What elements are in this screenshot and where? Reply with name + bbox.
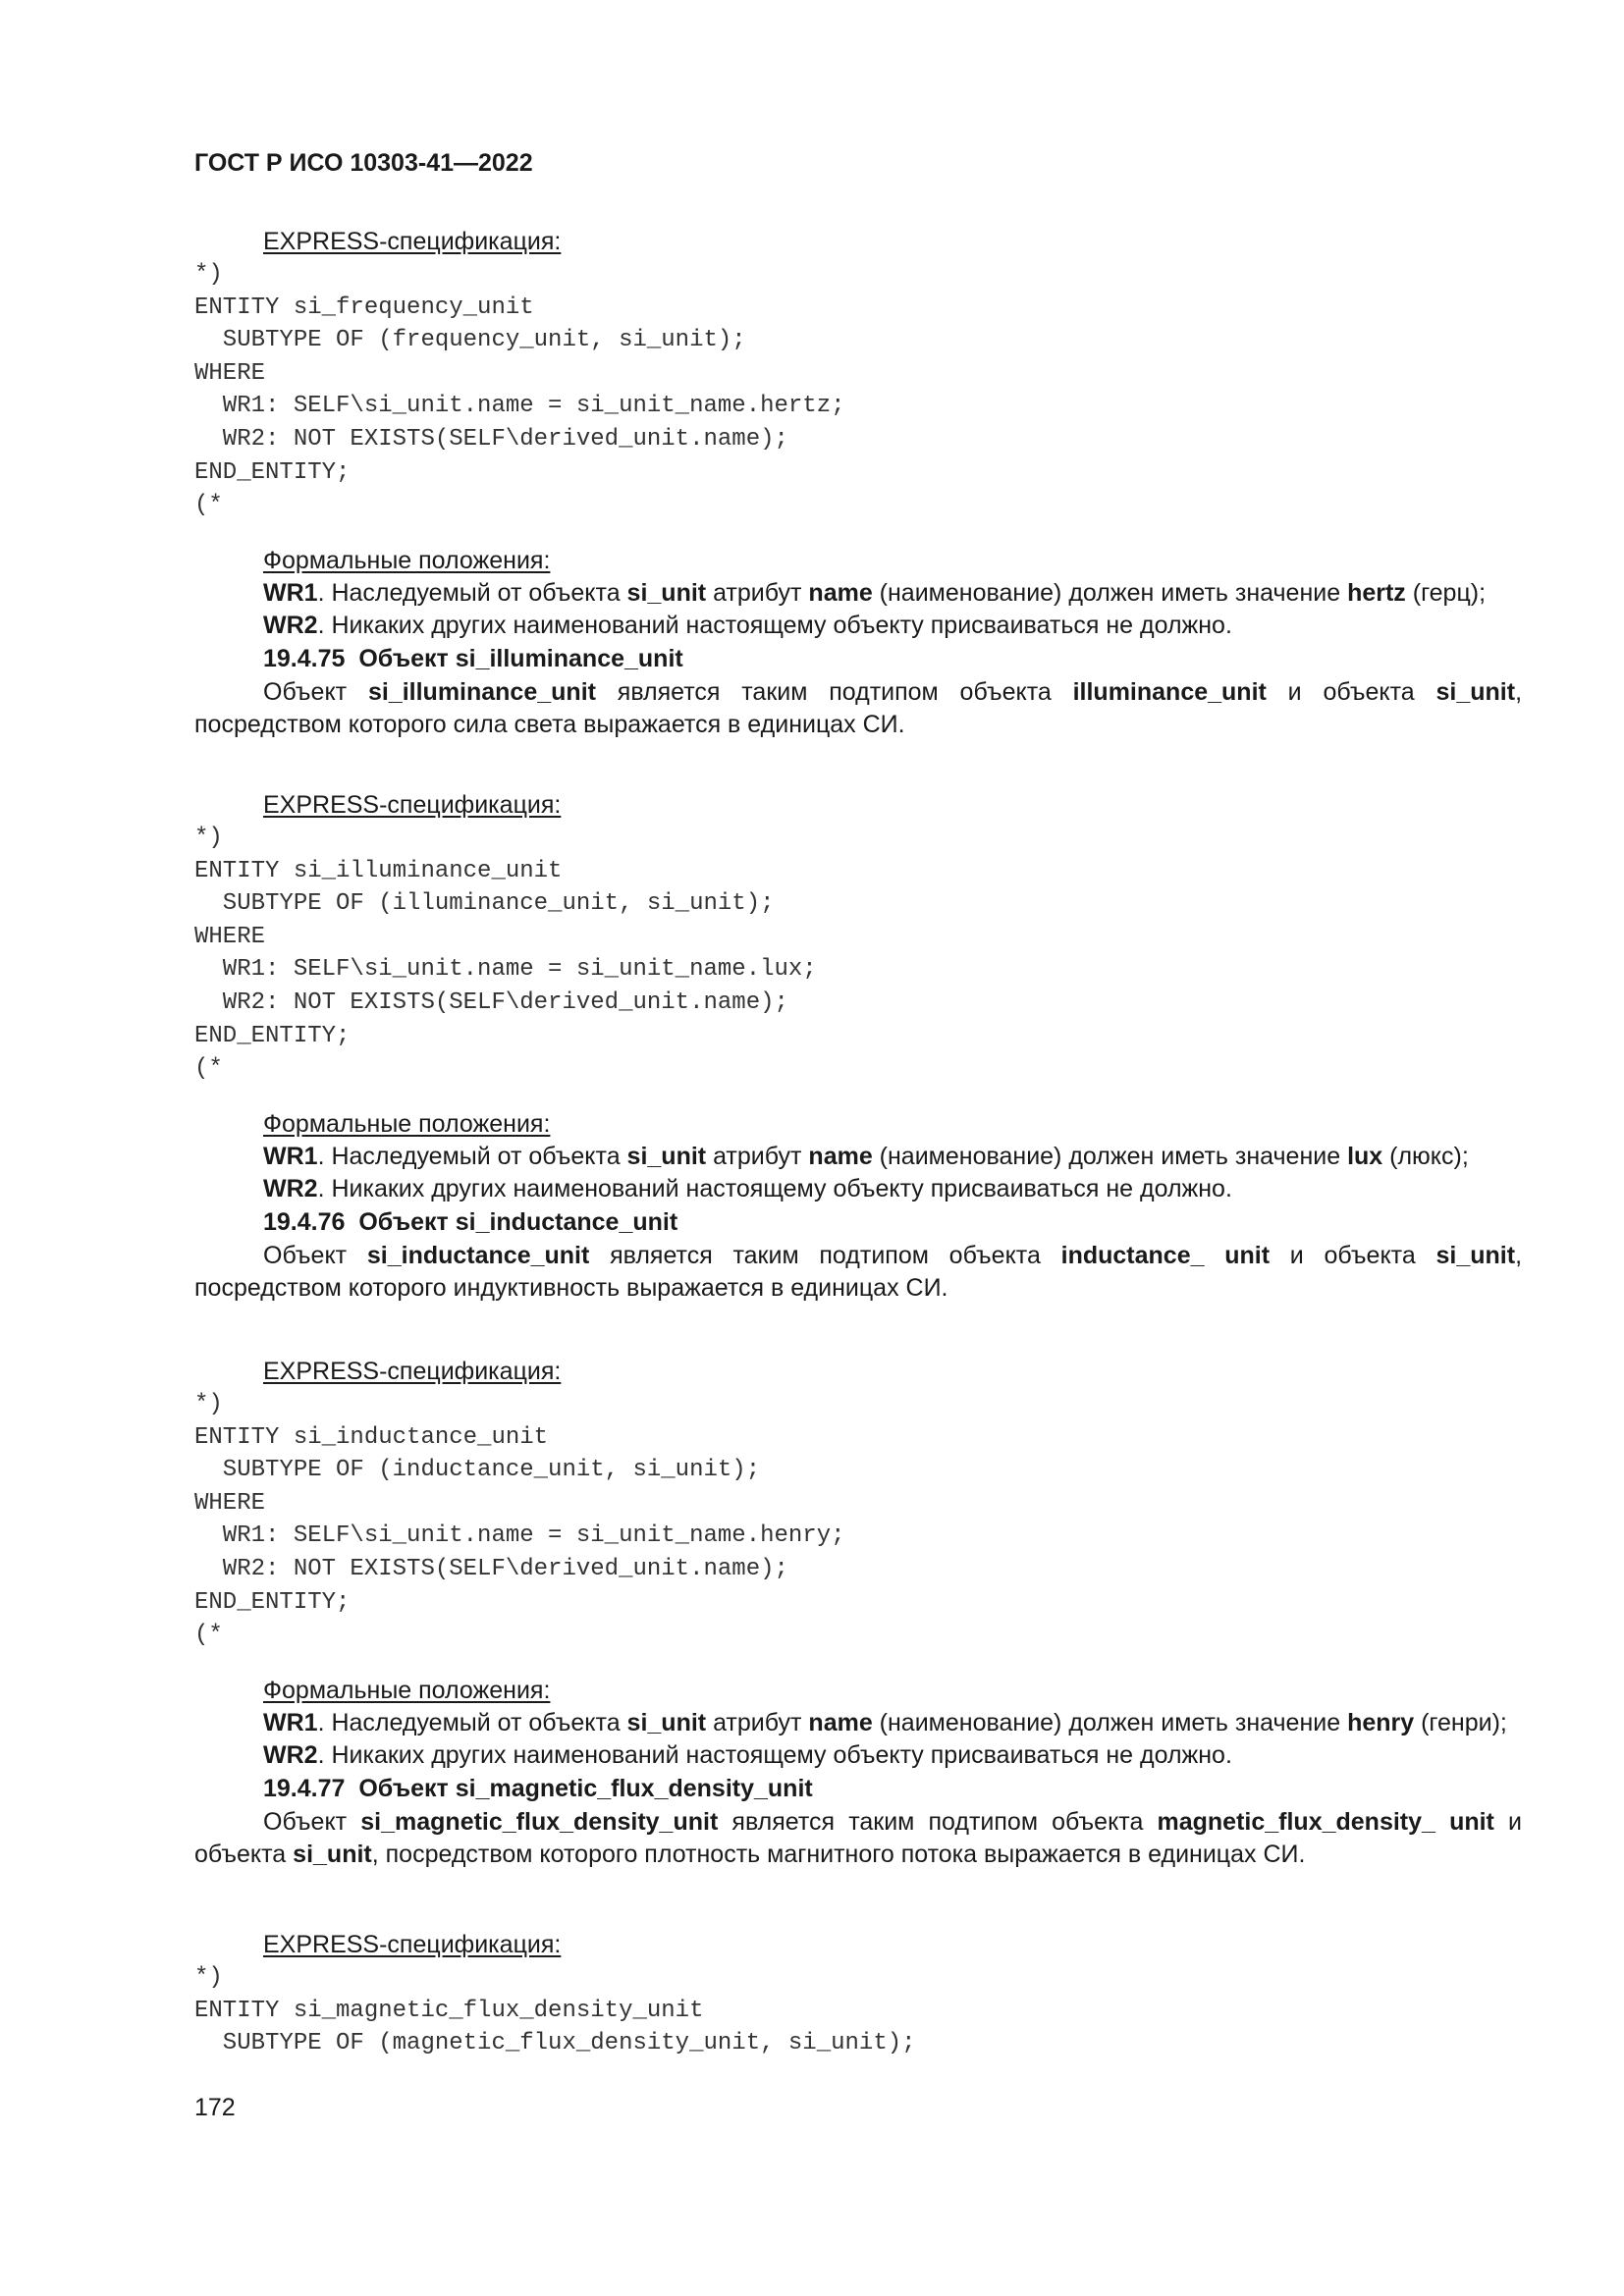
express-label: EXPRESS-спецификация:: [263, 1931, 562, 1958]
section-si-magnetic-flux-density-unit: [194, 1928, 1522, 2060]
formal-label: Формальные положения:: [263, 1109, 551, 1138]
formal-label: Формальные положения:: [263, 546, 551, 574]
express-code: *) ENTITY si_magnetic_flux_density_unit SUBTYPE OF (magnetic_flux_density_unit, si_unit);: [194, 1964, 916, 2057]
clause-description: Объект si_inductance_unit является таким подтипом объекта inductance_ unit и объекта si_unit, посредством которого индуктивность выражается в единицах СИ.: [194, 1241, 1523, 1303]
rule-wr2: WR2. Никаких других наименований настоящему объекту присваиваться не должно.: [263, 1741, 1232, 1770]
page-number: 172: [194, 2094, 236, 2121]
express-code: *) ENTITY si_inductance_unit SUBTYPE OF (inductance_unit, si_unit); WHERE WR1: SELF\si_unit.name = si_unit_name.henry; WR2: NOT EXISTS(SELF\derived_unit.name); END_ENTITY; (*: [194, 1391, 845, 1649]
rule-wr1: WR1. Наследуемый от объекта si_unit атрибут name (наименование) должен иметь значение lux (люкс);: [263, 1142, 1469, 1170]
clause-heading-19-4-75: 19.4.75 Объект si_illuminance_unit: [263, 644, 683, 672]
rule-wr2: WR2. Никаких других наименований настоящему объекту присваиваться не должно.: [263, 1175, 1232, 1203]
section-si-illuminance-unit: [194, 788, 1522, 1306]
rule-wr1: WR1. Наследуемый от объекта si_unit атрибут name (наименование) должен иметь значение hertz (герц);: [263, 578, 1487, 607]
express-label: EXPRESS-спецификация:: [263, 791, 562, 819]
document-header: ГОСТ Р ИСО 10303-41—2022: [194, 149, 533, 177]
rule-wr1: WR1. Наследуемый от объекта si_unit атрибут name (наименование) должен иметь значение henry (генри);: [263, 1708, 1507, 1736]
section-si-frequency-unit: [194, 225, 1522, 742]
express-code: *) ENTITY si_illuminance_unit SUBTYPE OF (illuminance_unit, si_unit); WHERE WR1: SELF\si_unit.name = si_unit_name.lux; WR2: NOT EXISTS(SELF\derived_unit.name); END_ENTITY; (*: [194, 825, 817, 1083]
clause-description: Объект si_illuminance_unit является таким подтипом объекта illuminance_unit и объекта si_unit, посредством которого сила света выражается в единицах СИ.: [194, 677, 1523, 739]
clause-heading-19-4-77: 19.4.77 Объект si_magnetic_flux_density_unit: [263, 1774, 813, 1802]
clause-heading-19-4-76: 19.4.76 Объект si_inductance_unit: [263, 1207, 678, 1236]
express-code: *) ENTITY si_frequency_unit SUBTYPE OF (frequency_unit, si_unit); WHERE WR1: SELF\si_unit.name = si_unit_name.hertz; WR2: NOT EXISTS(SELF\derived_unit.name); END_ENTITY; (*: [194, 261, 845, 519]
rule-wr2: WR2. Никаких других наименований настоящему объекту присваиваться не должно.: [263, 612, 1232, 640]
clause-description: Объект si_magnetic_flux_density_unit является таким подтипом объекта magnetic_flux_density_ unit и объекта si_unit, посредством которого плотность магнитного потока выражается в единицах СИ.: [194, 1807, 1522, 1869]
section-si-inductance-unit: [194, 1355, 1522, 1872]
formal-label: Формальные положения:: [263, 1676, 551, 1704]
express-label: EXPRESS-спецификация:: [263, 228, 562, 255]
express-label: EXPRESS-спецификация:: [263, 1358, 562, 1385]
